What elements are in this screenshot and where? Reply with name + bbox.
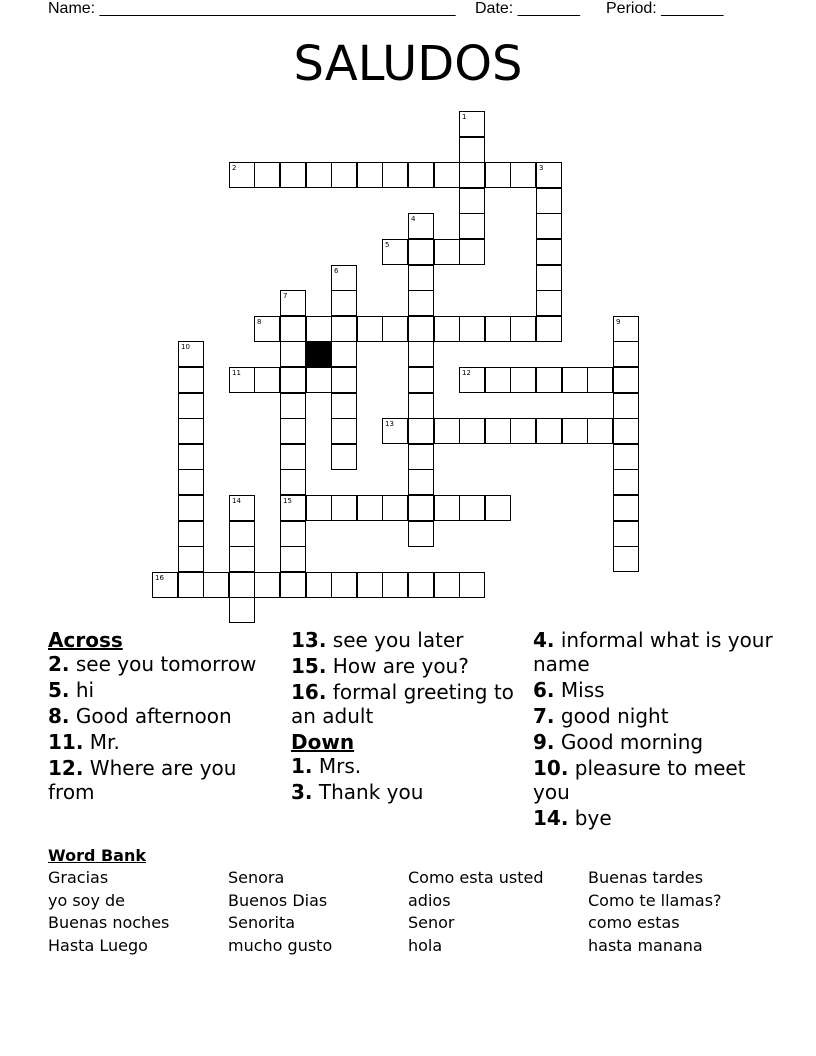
crossword-cell[interactable] [459, 367, 485, 393]
crossword-cell[interactable] [280, 469, 306, 495]
crossword-cell[interactable] [229, 597, 255, 623]
crossword-cell[interactable] [459, 137, 485, 163]
crossword-cell[interactable] [459, 111, 485, 137]
clue-across-2 [48, 652, 263, 676]
crossword-cell[interactable] [229, 546, 255, 572]
crossword-cell[interactable] [331, 265, 357, 291]
cell-clue-number: 11 [232, 369, 241, 377]
crossword-cell[interactable] [331, 316, 357, 342]
clue-number: 15. [291, 654, 327, 678]
crossword-cell[interactable] [510, 367, 536, 393]
crossword-cell[interactable] [306, 162, 332, 188]
word-bank-item: hasta manana [588, 935, 703, 955]
crossword-cell[interactable] [357, 162, 383, 188]
crossword-cell[interactable] [613, 444, 639, 470]
word-bank-item: Buenos Dias [228, 890, 328, 910]
crossword-cell[interactable] [536, 213, 562, 239]
crossword-cell[interactable] [229, 572, 255, 598]
crossword-cell[interactable] [229, 495, 255, 521]
period-field-label: Period: _______ [606, 0, 724, 17]
crossword-cell[interactable] [357, 495, 383, 521]
crossword-cell[interactable] [178, 546, 204, 572]
crossword-cell[interactable] [178, 521, 204, 547]
crossword-cell[interactable] [331, 341, 357, 367]
crossword-cell[interactable] [613, 469, 639, 495]
crossword-cell[interactable] [434, 418, 460, 444]
crossword-cell[interactable] [280, 521, 306, 547]
crossword-cell[interactable] [331, 290, 357, 316]
cell-clue-number: 4 [411, 215, 416, 223]
word-bank-item: Como esta usted [408, 868, 544, 887]
crossword-cell[interactable] [536, 188, 562, 214]
crossword-cell[interactable] [382, 495, 408, 521]
crossword-cell[interactable] [382, 572, 408, 598]
crossword-cell[interactable] [485, 162, 511, 188]
clue-number: 11. [48, 730, 84, 754]
clue-across-11 [48, 730, 263, 754]
word-bank-column-2 [228, 867, 332, 957]
word-bank-item: yo soy de [48, 890, 126, 910]
crossword-cell[interactable] [178, 418, 204, 444]
crossword-cell[interactable] [459, 495, 485, 521]
crossword-cell[interactable] [510, 418, 536, 444]
clue-across-12 [48, 756, 263, 804]
clue-text: How are you? [332, 654, 469, 678]
crossword-cell[interactable] [152, 572, 178, 598]
clue-number: 3. [291, 780, 313, 804]
crossword-cell[interactable] [280, 316, 306, 342]
clue-across-8 [48, 704, 263, 728]
crossword-cell[interactable] [280, 418, 306, 444]
crossword-cell[interactable] [587, 367, 613, 393]
crossword-cell[interactable] [280, 162, 306, 188]
clue-across-5 [48, 678, 263, 702]
word-bank-item: mucho gusto [228, 935, 333, 955]
crossword-cell[interactable] [613, 495, 639, 521]
crossword-cell[interactable] [306, 495, 332, 521]
crossword-cell[interactable] [408, 469, 434, 495]
clue-down-9 [533, 730, 773, 754]
clue-down-3 [291, 780, 516, 804]
crossword-cell[interactable] [331, 444, 357, 470]
cell-clue-number: 7 [283, 292, 288, 300]
clue-text: Good afternoon [75, 704, 232, 728]
crossword-cell[interactable] [408, 316, 434, 342]
crossword-cell[interactable] [382, 239, 408, 265]
word-bank-item: Senor [408, 913, 455, 932]
clue-number: 2. [48, 652, 70, 676]
crossword-cell[interactable] [331, 495, 357, 521]
crossword-cell[interactable] [408, 239, 434, 265]
crossword-cell[interactable] [510, 316, 536, 342]
word-bank-item: Como te llamas? [588, 890, 722, 910]
crossword-cell[interactable] [254, 367, 280, 393]
crossword-cell[interactable] [280, 341, 306, 367]
clue-across-16 [291, 680, 516, 728]
crossword-cell[interactable] [613, 316, 639, 342]
cell-clue-number: 1 [462, 113, 467, 121]
crossword-cell[interactable] [434, 316, 460, 342]
clue-number: 13. [291, 628, 327, 652]
crossword-cell[interactable] [459, 162, 485, 188]
clues-column-1 [48, 628, 263, 806]
word-bank-item: Buenas tardes [588, 868, 704, 887]
crossword-cell[interactable] [357, 572, 383, 598]
crossword-cell[interactable] [229, 162, 255, 188]
crossword-cell[interactable] [280, 546, 306, 572]
clue-number: 7. [533, 704, 555, 728]
cell-clue-number: 15 [283, 497, 292, 505]
crossword-cell[interactable] [408, 213, 434, 239]
crossword-cell[interactable] [178, 367, 204, 393]
crossword-cell[interactable] [562, 418, 588, 444]
word-bank-item: Senorita [228, 913, 296, 932]
clue-text: see you later [332, 628, 464, 652]
cell-clue-number: 13 [385, 420, 394, 428]
crossword-cell[interactable] [485, 418, 511, 444]
cell-clue-number: 6 [334, 267, 339, 275]
cell-clue-number: 2 [232, 164, 237, 172]
crossword-cell[interactable] [613, 418, 639, 444]
clue-number: 9. [533, 730, 555, 754]
crossword-cell[interactable] [178, 341, 204, 367]
word-bank-column-4 [588, 867, 722, 957]
clue-down-10 [533, 756, 773, 804]
crossword-cell[interactable] [459, 188, 485, 214]
clue-number: 16. [291, 680, 327, 704]
crossword-black-cell [306, 341, 332, 367]
crossword-cell[interactable] [280, 393, 306, 419]
clue-text: hi [75, 678, 95, 702]
clue-text: see you tomorrow [75, 652, 257, 676]
crossword-cell[interactable] [229, 367, 255, 393]
crossword-cell[interactable] [510, 162, 536, 188]
puzzle-title: SALUDOS [293, 36, 523, 92]
word-bank-column-1 [48, 867, 169, 957]
crossword-cell[interactable] [459, 316, 485, 342]
crossword-cell[interactable] [613, 393, 639, 419]
across-heading: Across [48, 628, 123, 652]
crossword-cell[interactable] [408, 393, 434, 419]
clue-text: pleasure to meet you [533, 756, 746, 804]
clues-column-3 [533, 628, 773, 832]
word-bank-item: Buenas noches [48, 913, 170, 932]
crossword-cell[interactable] [536, 367, 562, 393]
crossword-cell[interactable] [613, 341, 639, 367]
crossword-cell[interactable] [331, 162, 357, 188]
crossword-cell[interactable] [229, 521, 255, 547]
crossword-cell[interactable] [536, 316, 562, 342]
crossword-cell[interactable] [254, 572, 280, 598]
crossword-cell[interactable] [178, 572, 204, 598]
clues-column-2 [291, 628, 516, 806]
crossword-cell[interactable] [434, 495, 460, 521]
cell-clue-number: 10 [181, 343, 190, 351]
clue-across-13 [291, 628, 516, 652]
crossword-cell[interactable] [408, 572, 434, 598]
word-bank-item: hola [408, 935, 443, 955]
crossword-cell[interactable] [459, 418, 485, 444]
clue-text: Where are you from [48, 756, 237, 804]
clue-number: 12. [48, 756, 84, 780]
crossword-cell[interactable] [536, 265, 562, 291]
clue-number: 4. [533, 628, 555, 652]
crossword-cell[interactable] [408, 367, 434, 393]
clue-text: bye [574, 806, 612, 830]
cell-clue-number: 3 [539, 164, 544, 172]
cell-clue-number: 12 [462, 369, 471, 377]
crossword-cell[interactable] [613, 521, 639, 547]
crossword-cell[interactable] [434, 239, 460, 265]
crossword-cell[interactable] [536, 162, 562, 188]
word-bank-item: Gracias [48, 868, 109, 887]
clue-down-7 [533, 704, 773, 728]
crossword-cell[interactable] [306, 572, 332, 598]
clue-down-14 [533, 806, 773, 830]
cell-clue-number: 14 [232, 497, 241, 505]
crossword-cell[interactable] [178, 393, 204, 419]
clue-down-1 [291, 754, 516, 778]
crossword-cell[interactable] [254, 162, 280, 188]
crossword-cell[interactable] [178, 469, 204, 495]
word-bank-item: adios [408, 890, 451, 910]
crossword-cell[interactable] [536, 290, 562, 316]
crossword-cell[interactable] [459, 572, 485, 598]
crossword-cell[interactable] [536, 418, 562, 444]
cell-clue-number: 16 [155, 574, 164, 582]
clue-text: formal greeting to an adult [291, 680, 514, 728]
crossword-cell[interactable] [382, 316, 408, 342]
clue-text: Mrs. [318, 754, 362, 778]
crossword-cell[interactable] [280, 290, 306, 316]
crossword-cell[interactable] [306, 367, 332, 393]
crossword-cell[interactable] [280, 444, 306, 470]
crossword-cell[interactable] [280, 367, 306, 393]
crossword-cell[interactable] [485, 367, 511, 393]
word-bank-title: Word Bank [48, 846, 147, 865]
crossword-cell[interactable] [357, 316, 383, 342]
crossword-cell[interactable] [280, 572, 306, 598]
crossword-cell[interactable] [459, 213, 485, 239]
crossword-cell[interactable] [536, 239, 562, 265]
crossword-cell[interactable] [613, 546, 639, 572]
crossword-cell[interactable] [306, 316, 332, 342]
cell-clue-number: 9 [616, 318, 621, 326]
cell-clue-number: 8 [257, 318, 262, 326]
crossword-cell[interactable] [408, 265, 434, 291]
date-field-label: Date: _______ [475, 0, 580, 17]
crossword-cell[interactable] [459, 239, 485, 265]
clue-text: Good morning [560, 730, 704, 754]
clue-across-15 [291, 654, 516, 678]
down-heading: Down [291, 730, 355, 754]
crossword-cell[interactable] [408, 418, 434, 444]
crossword-cell[interactable] [331, 393, 357, 419]
crossword-cell[interactable] [408, 341, 434, 367]
clue-down-4 [533, 628, 773, 676]
crossword-cell[interactable] [587, 418, 613, 444]
clue-number: 14. [533, 806, 569, 830]
clue-number: 1. [291, 754, 313, 778]
crossword-cell[interactable] [408, 162, 434, 188]
crossword-cell[interactable] [408, 495, 434, 521]
crossword-cell[interactable] [434, 572, 460, 598]
crossword-cell[interactable] [382, 418, 408, 444]
crossword-cell[interactable] [331, 367, 357, 393]
word-bank-item: Hasta Luego [48, 935, 148, 955]
crossword-cell[interactable] [178, 495, 204, 521]
clue-down-6 [533, 678, 773, 702]
clue-text: good night [560, 704, 669, 728]
crossword-cell[interactable] [331, 418, 357, 444]
crossword-cell[interactable] [408, 444, 434, 470]
clue-number: 5. [48, 678, 70, 702]
clue-text: Miss [560, 678, 605, 702]
crossword-cell[interactable] [280, 495, 306, 521]
crossword-cell[interactable] [382, 162, 408, 188]
word-bank-item: como estas [588, 913, 680, 932]
crossword-cell[interactable] [562, 367, 588, 393]
crossword-cell[interactable] [331, 572, 357, 598]
clue-text: Thank you [318, 780, 424, 804]
clue-number: 6. [533, 678, 555, 702]
crossword-cell[interactable] [408, 290, 434, 316]
crossword-cell[interactable] [485, 495, 511, 521]
crossword-cell[interactable] [485, 316, 511, 342]
cell-clue-number: 5 [385, 241, 390, 249]
word-bank-item: Senora [228, 868, 285, 887]
word-bank-column-3 [408, 867, 544, 957]
clue-text: informal what is your name [533, 628, 773, 676]
crossword-cell[interactable] [178, 444, 204, 470]
clue-text: Mr. [89, 730, 120, 754]
crossword-cell[interactable] [434, 162, 460, 188]
crossword-cell[interactable] [613, 367, 639, 393]
crossword-cell[interactable] [254, 316, 280, 342]
crossword-cell[interactable] [408, 521, 434, 547]
crossword-cell[interactable] [203, 572, 229, 598]
clue-number: 8. [48, 704, 70, 728]
name-field-label: Name: ________________________________________ [48, 0, 456, 17]
clue-number: 10. [533, 756, 569, 780]
